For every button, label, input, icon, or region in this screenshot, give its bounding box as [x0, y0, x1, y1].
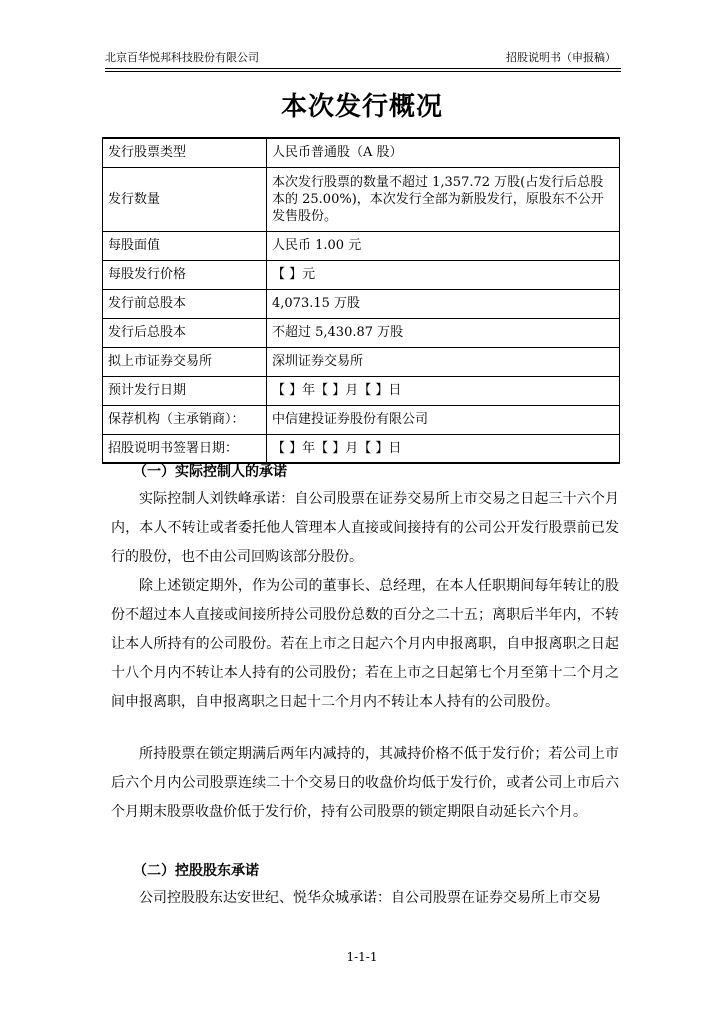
- row-value: 【 】年【 】月【 】日: [267, 434, 620, 463]
- table-row: [103, 376, 620, 405]
- page-number: 1-1-1: [346, 950, 378, 964]
- row-label: 发行前总股本: [103, 289, 267, 318]
- section-heading-shareholder: （二）控股股东承诺: [133, 863, 259, 879]
- row-value: 人民币普通股（A 股）: [267, 138, 620, 167]
- table-row: [103, 231, 620, 260]
- table-row: [103, 434, 620, 463]
- row-label: 发行股票类型: [103, 138, 267, 167]
- header-rule-thin: [105, 71, 621, 72]
- row-label: 预计发行日期: [103, 376, 267, 405]
- table-row: [103, 347, 620, 376]
- row-label: 每股面值: [103, 231, 267, 260]
- header-rule: [105, 68, 621, 69]
- row-label: 拟上市证券交易所: [103, 347, 267, 376]
- row-value: 人民币 1.00 元: [267, 231, 620, 260]
- table-row: [103, 318, 620, 347]
- paragraph: 实际控制人刘铁峰承诺：自公司股票在证券交易所上市交易之日起三十六个月内，本人不转让或者委托他人管理本人直接或间接持有的公司公开发行股票前已发行的股份，也不由公司回购该部分股份。: [111, 491, 619, 565]
- paragraph: 除上述锁定期外，作为公司的董事长、总经理，在本人任职期间每年转让的股份不超过本人直接或间接所持公司股份总数的百分之二十五；离职后半年内，不转让本人所持有的公司股份。若在上市之日起六个月内申报离职，自申报离职之日起十八个月内不转让本人持有的公司股份；若在上市之日起第七个月至第十二个月之间申报离职，自申报离职之日起十二个月内不转让本人持有的公司股份。: [111, 578, 619, 710]
- row-value: 不超过 5,430.87 万股: [267, 318, 620, 347]
- row-value: 【 】年【 】月【 】日: [267, 376, 620, 405]
- paragraph: 所持股票在锁定期满后两年内减持的，其减持价格不低于发行价；若公司上市后六个月内公司股票连续二十个交易日的收盘价均低于发行价，或者公司上市后六个月期末股票收盘价低于发行价，持有公司股票的锁定期限自动延长六个月。: [111, 746, 619, 820]
- page-title: 本次发行概况: [280, 92, 443, 122]
- row-value: 深圳证券交易所: [267, 347, 620, 376]
- header-company: 北京百华悦邦科技股份有限公司: [105, 51, 259, 64]
- row-label: 发行数量: [103, 167, 267, 231]
- section-heading-controller: （一）实际控制人的承诺: [133, 464, 287, 480]
- table-row: [103, 260, 620, 289]
- paragraph: 公司控股股东达安世纪、悦华众城承诺：自公司股票在证券交易所上市交易: [139, 890, 601, 906]
- row-value: 中信建投证券股份有限公司: [267, 405, 620, 434]
- offering-summary-table: [102, 137, 620, 464]
- row-label: 招股说明书签署日期：: [103, 434, 267, 463]
- row-label: 每股发行价格: [103, 260, 267, 289]
- row-value: 【 】元: [267, 260, 620, 289]
- table-row: [103, 405, 620, 434]
- table-row: [103, 289, 620, 318]
- row-label: 发行后总股本: [103, 318, 267, 347]
- table-row: [103, 167, 620, 231]
- row-label: 保荐机构（主承销商）：: [103, 405, 267, 434]
- row-value: 本次发行股票的数量不超过 1,357.72 万股(占发行后总股本的 25.00%)，本次发行全部为新股发行，原股东不公开发售股份。: [267, 167, 620, 231]
- table-row: [103, 138, 620, 167]
- row-value: 4,073.15 万股: [267, 289, 620, 318]
- header-doc-type: 招股说明书（申报稿）: [506, 51, 616, 64]
